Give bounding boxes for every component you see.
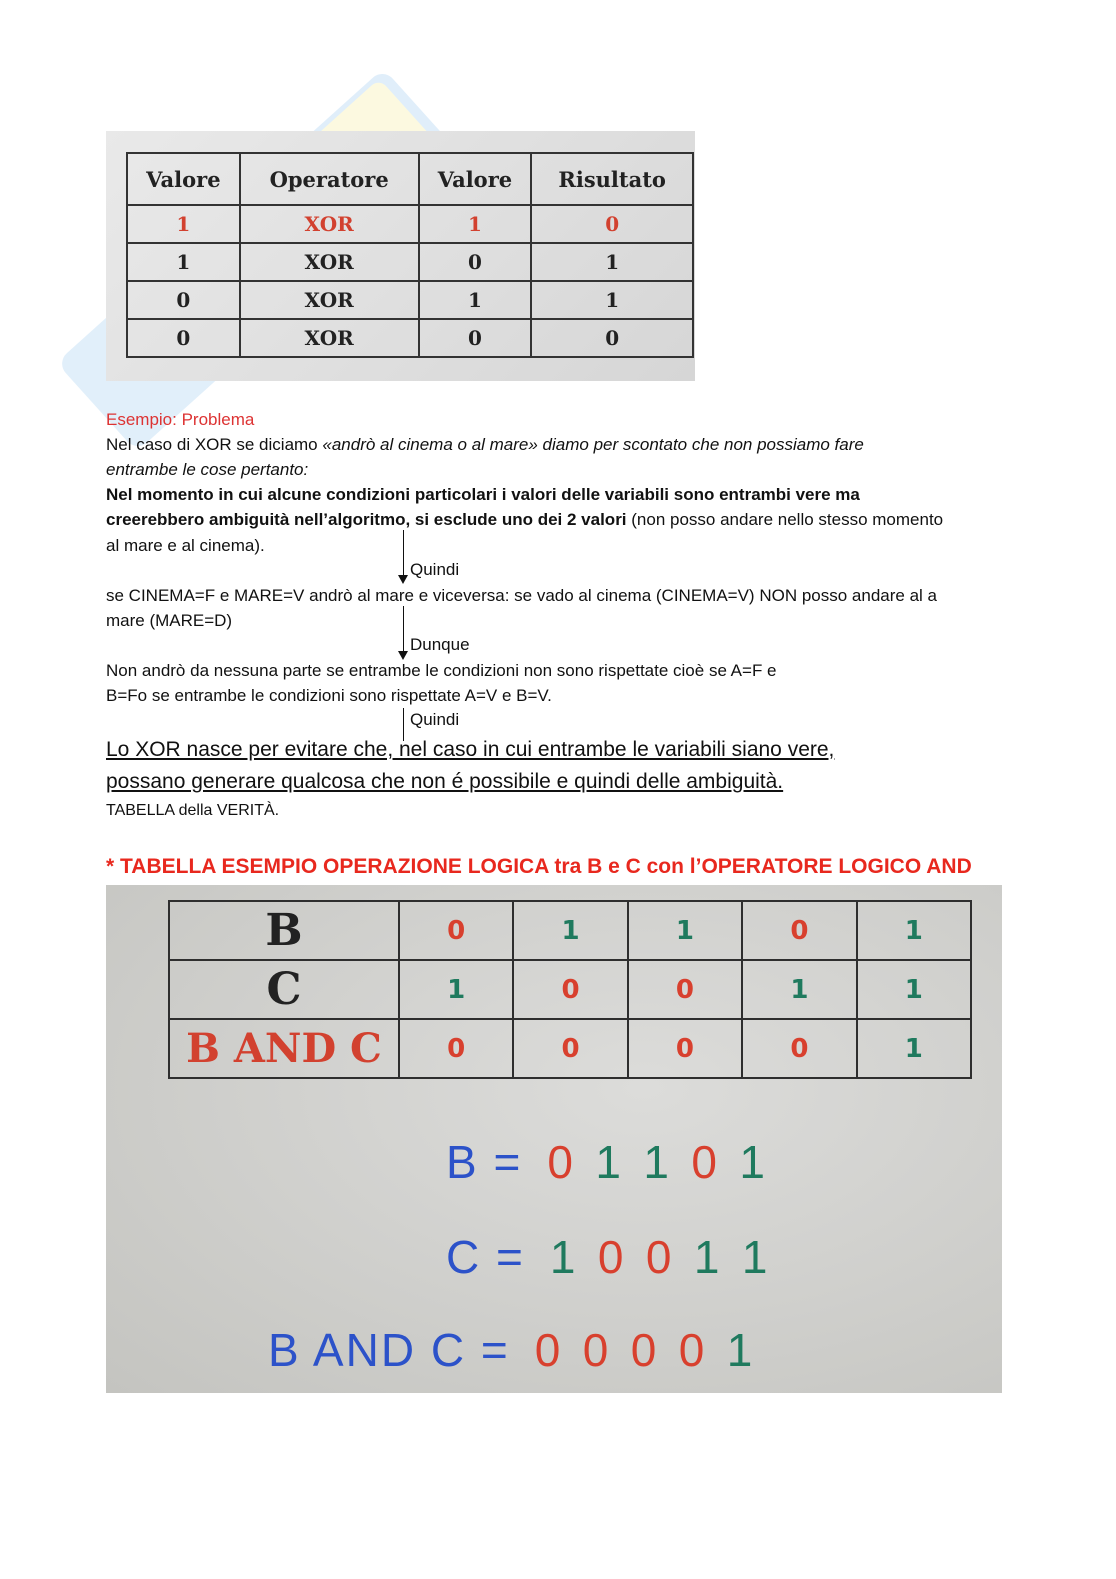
xor-truth-table-photo: [106, 131, 695, 381]
text-span: (non posso andare nello stesso momento: [626, 510, 944, 529]
row-label-c: C: [169, 960, 399, 1019]
cell: 1: [857, 901, 971, 960]
paragraph-line: B=Fo se entrambe le condizioni sono rispettate A=V e B=V.: [106, 686, 552, 705]
paragraph-line: entrambe le cose pertanto:: [106, 460, 309, 479]
arrow-down-icon: [403, 606, 404, 653]
cell: 0: [513, 960, 627, 1019]
header-valore-1: Valore: [127, 153, 240, 205]
cell: 1: [419, 281, 532, 319]
header-operatore: Operatore: [240, 153, 419, 205]
table-row: [169, 901, 971, 960]
cell: 0: [531, 205, 693, 243]
cell: 1: [513, 901, 627, 960]
cell: 0: [513, 1019, 627, 1078]
paragraph-line: [106, 507, 943, 532]
table-row: [169, 1019, 971, 1078]
cell: 0: [419, 243, 532, 281]
header-risultato: Risultato: [531, 153, 693, 205]
arrow-label: Quindi: [410, 710, 460, 729]
row-label-b-and-c: B AND C: [169, 1019, 399, 1078]
cell: 1: [127, 205, 240, 243]
cell: 1: [742, 960, 856, 1019]
cell: 1: [419, 205, 532, 243]
table-row: [127, 319, 693, 357]
cell: 1: [531, 281, 693, 319]
table-row: [127, 281, 693, 319]
digit: 0: [534, 1324, 563, 1376]
cell: 0: [628, 1019, 742, 1078]
digit: 0: [547, 1136, 575, 1188]
paragraph-line: se CINEMA=F e MARE=V andrò al mare e viceversa: se vado al cinema (CINEMA=V) NON posso andare al a: [106, 586, 937, 605]
equation-c: [446, 1230, 780, 1284]
cell: 0: [399, 901, 513, 960]
cell: 1: [127, 243, 240, 281]
cell: XOR: [240, 319, 419, 357]
conclusion-line: possano generare qualcosa che non é possibile e quindi delle ambiguità.: [106, 770, 784, 793]
cell: 1: [628, 901, 742, 960]
table-row: [127, 205, 693, 243]
cell: 0: [742, 1019, 856, 1078]
bold-span: creerebbero ambiguità nell’algoritmo, si esclude uno dei 2 valori: [106, 510, 627, 529]
digit: 0: [630, 1324, 659, 1376]
digit: 1: [595, 1136, 623, 1188]
paragraph-line: mare (MARE=D): [106, 611, 233, 630]
and-operation-photo: [106, 885, 1002, 1393]
bold-line: Nel momento in cui alcune condizioni particolari i valori delle variabili sono entrambi vere ma: [106, 485, 860, 504]
cell: 0: [419, 319, 532, 357]
table-row: [127, 243, 693, 281]
digit: 1: [741, 1231, 770, 1283]
digit: 1: [549, 1231, 578, 1283]
cell: XOR: [240, 205, 419, 243]
cell: 0: [531, 319, 693, 357]
conclusion-line: Lo XOR nasce per evitare che, nel caso in cui entrambe le variabili siano vere,: [106, 738, 835, 761]
equation-label: C: [446, 1231, 482, 1283]
arrow-down-icon: [403, 530, 404, 577]
digit: 1: [726, 1324, 755, 1376]
digit: 0: [582, 1324, 611, 1376]
italic-quote: «andrò al cinema o al mare» diamo per scontato che non possiamo fare: [322, 435, 864, 454]
text-span: Nel caso di XOR se diciamo: [106, 435, 323, 454]
section-title: * TABELLA ESEMPIO OPERAZIONE LOGICA tra B e C con l’OPERATORE LOGICO AND: [106, 855, 972, 878]
cell: 0: [742, 901, 856, 960]
digit: 0: [597, 1231, 626, 1283]
equals-sign: =: [480, 1324, 510, 1376]
cell: XOR: [240, 281, 419, 319]
cell: 0: [399, 1019, 513, 1078]
table-row: [169, 960, 971, 1019]
equals-sign: =: [496, 1231, 525, 1283]
equation-b: [446, 1135, 777, 1189]
equals-sign: =: [493, 1136, 523, 1188]
paragraph-line: Non andrò da nessuna parte se entrambe le condizioni non sono rispettate cioè se A=F e: [106, 661, 777, 680]
paragraph-line: [106, 432, 864, 457]
cell: 1: [531, 243, 693, 281]
xor-table-header-row: [127, 153, 693, 205]
cell: XOR: [240, 243, 419, 281]
paragraph-line: al mare e al cinema).: [106, 536, 265, 555]
digit: 1: [693, 1231, 722, 1283]
equation-label: B: [446, 1136, 479, 1188]
example-label: Esempio: Problema: [106, 410, 255, 429]
and-truth-table: [168, 900, 972, 1079]
cell: 1: [857, 1019, 971, 1078]
cell: 0: [127, 319, 240, 357]
cell: 0: [628, 960, 742, 1019]
header-valore-2: Valore: [419, 153, 532, 205]
digit: 0: [645, 1231, 674, 1283]
xor-truth-table: [126, 152, 694, 358]
arrow-label: Dunque: [410, 635, 470, 654]
cell: 1: [399, 960, 513, 1019]
row-label-b: B: [169, 901, 399, 960]
truth-table-caption: TABELLA della VERITÀ.: [106, 802, 280, 819]
equation-label: B AND C: [268, 1324, 467, 1376]
cell: 1: [857, 960, 971, 1019]
digit: 0: [678, 1324, 707, 1376]
digit: 1: [643, 1136, 671, 1188]
digit: 1: [739, 1136, 767, 1188]
digit: 0: [691, 1136, 719, 1188]
cell: 0: [127, 281, 240, 319]
arrow-label: Quindi: [410, 560, 460, 579]
equation-b-and-c: [268, 1323, 764, 1377]
